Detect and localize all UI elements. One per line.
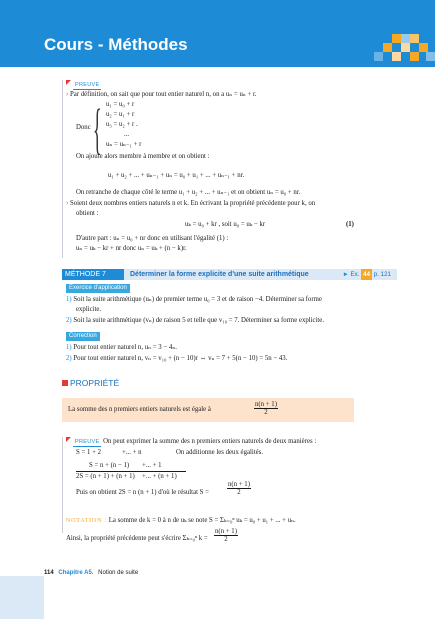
header-banner [0, 0, 435, 67]
proof-line: Puis on obtient 2S = n (n + 1) d'où le résultat S = [76, 489, 209, 496]
decor-square [392, 34, 401, 43]
page-title: Cours - Méthodes [44, 35, 188, 54]
page-number: 114 [44, 570, 54, 576]
method-label: MÉTHODE 7 [62, 269, 124, 280]
decor-square [401, 43, 410, 52]
decor-square [410, 52, 419, 61]
decor-square [383, 43, 392, 52]
notation-line: NOTATION : La somme de k = 0 à n de uₖ se note S = Σₖ₌₀ⁿ uₖ = u₀ + u₁ + ... + uₙ. [66, 517, 296, 524]
equation-system: u₁ = u₀ + r u₂ = u₁ + r u₃ = u₂ + r . ... uₙ = uₙ₋₁ + r [106, 101, 142, 148]
proof-line: D'autre part : uₙ = u₀ + nr donc en utilisant l'égalité (1) : [76, 235, 229, 242]
play-icon: ► [342, 271, 349, 278]
proof-line: On retranche de chaque côté le terme u₁ + u₂ + ... + uₙ₋₁ et on obtient uₙ = u₀ + nr. [76, 189, 301, 196]
property-text: La somme des n premiers entiers naturels est égale à [68, 406, 211, 413]
sum-row: +... + n [122, 449, 142, 456]
decor-square [392, 52, 401, 61]
fraction: $\frac{n(n + 1)}{2}$ [255, 401, 277, 417]
decor-square [419, 43, 428, 52]
bullet-icon: › [66, 91, 69, 98]
proof-flag-icon [66, 437, 71, 442]
correction-item: 2) Pour tout entier naturel n, vₙ = v₁₀ + (n − 10)r ⇔ vₙ = 7 + 5(n − 10) = 5n − 43. [66, 355, 288, 362]
square-icon [62, 380, 68, 386]
proof-margin-rule [62, 80, 63, 258]
method-title: Déterminer la forme explicite d'une suite arithmétique [130, 271, 309, 278]
proof-line: PREUVE On peut exprimer la somme des n premiers entiers naturels de deux manières : [66, 437, 396, 447]
donc-label: Donc [76, 124, 91, 131]
proof-flag-icon [66, 80, 71, 85]
chapter-title: Notion de suite [98, 570, 139, 576]
sum-row: S = n + (n − 1) [89, 462, 130, 469]
fraction: $\frac{n(n + 1)}{2}$ [228, 481, 250, 497]
bullet-icon: › [66, 200, 69, 207]
brace-icon: { [93, 97, 102, 160]
property-box [62, 398, 354, 422]
proof-margin-rule [62, 437, 63, 533]
proof-line: › Par définition, on sait que pour tout entier naturel n, on a uₙ = uₙ + r. [66, 91, 257, 98]
proof-line: obtient : [76, 210, 99, 217]
fraction: $\frac{n(n + 1)}{2}$ [215, 528, 237, 544]
proof-line: › Soient deux nombres entiers naturels n et k. En écrivant la propriété précédente pour k, on [66, 200, 316, 207]
proof-line: uₙ = uₖ − kr + nr donc uₙ = uₖ + (n − k)r. [76, 245, 187, 252]
sum-row: +... + 1 [142, 462, 162, 469]
exercise-item: explicite. [76, 306, 102, 313]
exercise-item: 2) Soit la suite arithmétique (vₙ) de raison 5 et telle que v₁₀ = 7. Déterminer sa forme explicite. [66, 317, 325, 324]
correction-label: Correction [66, 332, 100, 341]
exercise-item: 1) Soit la suite arithmétique (uₙ) de premier terme u₀ = 3 et de raison −4. Déterminer sa forme [66, 296, 322, 303]
sum-note: On additionne les deux égalités. [176, 449, 264, 456]
equation-number: (1) [346, 221, 354, 228]
proof-tag: PREUVE [66, 80, 101, 90]
decor-square [426, 52, 435, 61]
footer [44, 569, 138, 577]
property-heading: PROPRIÉTÉ [62, 378, 119, 389]
decor-square [374, 52, 383, 61]
equation: u₁ + u₂ + ... + uₙ₋₁ + uₙ = u₀ + u₁ + ... + uₙ₋₁ + nr. [108, 172, 245, 179]
exercise-label: Exercice d'application [66, 284, 130, 293]
proof-line: On ajoute alors membre à membre et on obtient : [76, 153, 210, 160]
decor-square [410, 34, 419, 43]
correction-item: 1) Pour tout entier naturel n, uₙ = 3 − 4ₙ. [66, 344, 177, 351]
sum-row: S = 1 + 2 [76, 449, 102, 456]
equation: uₖ = u₀ + kr , soit u₀ = uₖ − kr [185, 221, 266, 228]
notation-line: Ainsi, la propriété précédente peut s'écrire Σₖ₌₀ⁿ k = [66, 535, 208, 542]
sum-row: +... + (n + 1) [142, 473, 177, 480]
footer-band [0, 576, 44, 619]
chapter-label: Chapitre A5. [58, 570, 94, 576]
exercise-reference[interactable]: ► Ex. 44 p. 121 [342, 271, 391, 278]
method-header [62, 269, 397, 280]
sum-row: 2S = (n + 1) + (n + 1) [76, 473, 135, 480]
notation-label: NOTATION : [66, 518, 108, 524]
decor-square [401, 34, 410, 43]
